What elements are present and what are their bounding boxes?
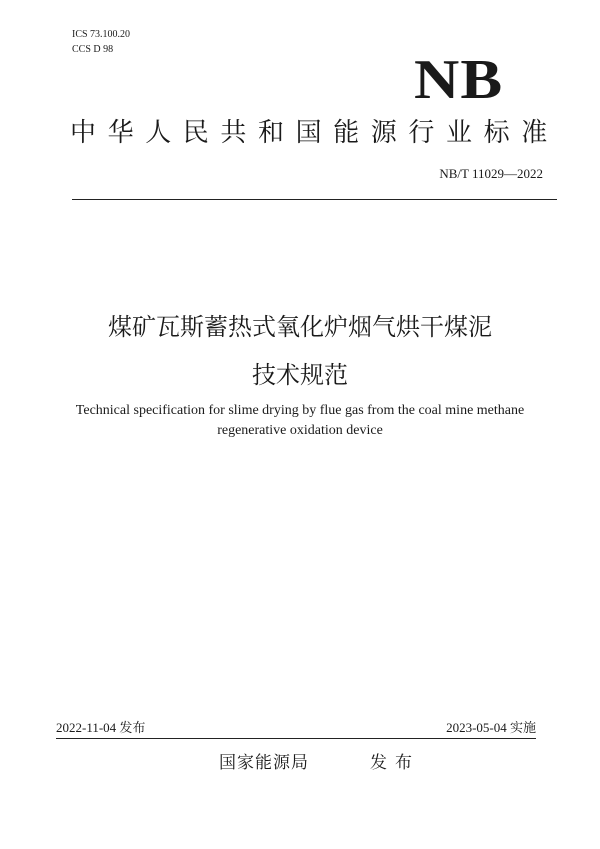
standard-type-title: 中华人民共和国能源行业标准 — [70, 118, 559, 148]
document-title-cn-line1: 煤矿瓦斯蓄热式氧化炉烟气烘干煤泥 — [108, 313, 492, 341]
ccs-code: CCS D 98 — [72, 44, 114, 55]
standard-number: NB/T 11029—2022 — [439, 166, 543, 181]
issue-date: 2022-11-04 发布 — [56, 720, 146, 735]
document-title-cn-line2: 技术规范 — [252, 361, 348, 389]
bottom-divider — [56, 738, 536, 739]
ics-code: ICS 73.100.20 — [72, 29, 131, 40]
nb-logo: NB — [414, 49, 504, 111]
implementation-date: 2023-05-04 实施 — [446, 720, 536, 735]
document-title-en-line1: Technical specification for slime drying by flue gas from the coal mine methane — [75, 403, 525, 418]
issuing-authority: 国家能源局 — [219, 753, 309, 773]
top-divider — [72, 199, 557, 200]
issuer-action: 发布 — [370, 753, 420, 773]
document-title-en-line2: regenerative oxidation device — [217, 423, 383, 438]
